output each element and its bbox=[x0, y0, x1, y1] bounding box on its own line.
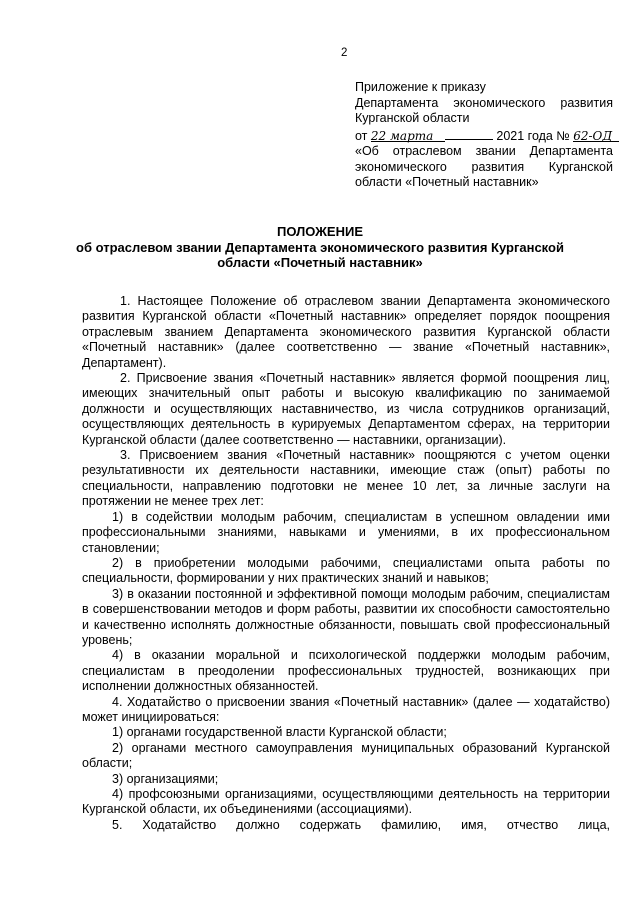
page-number: 2 bbox=[341, 47, 348, 59]
order-number-field bbox=[573, 129, 619, 142]
list-item-3-3: 3) в оказании постоянной и эффективной помощи молодым рабочим, специалистам в совершенствовании методов и форм работы, развитии их способности самостоятельно и качественно исполнять должностные обязанности, повышать свой профессиональный уровень; bbox=[82, 586, 610, 647]
list-item-4-3: 3) организациями; bbox=[112, 771, 219, 786]
title-line-2: об отраслевом звании Департамента экономического развития Курганской bbox=[76, 239, 564, 255]
appendix-block bbox=[355, 80, 613, 191]
list-item-4-4: 4) профсоюзными организациями, осуществляющими деятельность на территории Курганской области, их объединениями (ассоциациями). bbox=[82, 787, 610, 817]
date-underline-extension bbox=[445, 127, 493, 140]
appendix-line-1: Приложение к приказу bbox=[355, 80, 486, 94]
appendix-line-7: области «Почетный наставник» bbox=[355, 175, 539, 189]
list-item-3-1: 1) в содействии молодым рабочим, специалистам в успешном овладении ими профессиональными знаниями, навыками и умениями, в их профессиональном становлении; bbox=[82, 509, 610, 555]
appendix-line-3: Курганской области bbox=[355, 111, 470, 125]
title-heading: ПОЛОЖЕНИЕ bbox=[276, 224, 364, 239]
handwritten-order-number: 62-ОД bbox=[573, 128, 613, 143]
date-suffix: 2021 года № bbox=[496, 128, 570, 143]
paragraph-1: 1. Настоящее Положение об отраслевом звании Департамента экономического развития Курганской области «Почетный наставник» определяет порядок поощрения отраслевым званием Департамента экономического развития Курганской области «Почетный наставник» (далее соответственно — звание «Почетный наставник», Департамент). bbox=[82, 294, 610, 370]
appendix-date-line bbox=[355, 127, 613, 145]
appendix-line-5: «Об отраслевом звании Департамента bbox=[355, 144, 613, 158]
title-line-3: области «Почетный наставник» bbox=[217, 255, 423, 270]
list-item-4-2: 2) органами местного самоуправления муниципальных образований Курганской области; bbox=[82, 740, 610, 771]
appendix-line-6: экономического развития Курганской bbox=[355, 159, 613, 174]
document-body bbox=[82, 294, 610, 833]
appendix-line-2: Департамента экономического развития bbox=[355, 95, 613, 110]
handwritten-date: 22 марта bbox=[370, 128, 434, 143]
date-prefix: от bbox=[355, 128, 368, 143]
document-title bbox=[60, 224, 580, 271]
paragraph-5: 5. Ходатайство должно содержать фамилию, имя, отчество лица, bbox=[112, 817, 610, 832]
list-item-3-4: 4) в оказании моральной и психологической поддержки молодым рабочим, специалистам в преодолении профессиональных трудностей, возникающих при исполнении должностных обязанностей. bbox=[82, 648, 610, 694]
paragraph-4: 4. Ходатайство о присвоении звания «Почетный наставник» (далее — ходатайство) может инициироваться: bbox=[82, 694, 610, 724]
paragraph-2: 2. Присвоение звания «Почетный наставник» является формой поощрения лиц, имеющих значительный опыт работы и высокую квалификацию по занимаемой должности и осуществляющих наставничество, из числа сотрудников организаций, осуществляющих деятельность в курируемых Департаментом сферах, на территории Курганской области (далее соответственно — наставники, организации). bbox=[82, 371, 610, 447]
list-item-3-2: 2) в приобретении молодыми рабочими, специалистами опыта работы по специальности, формировании у них практических знаний и навыков; bbox=[82, 555, 610, 586]
date-field bbox=[371, 129, 445, 142]
list-item-4-1: 1) органами государственной власти Курганской области; bbox=[112, 725, 447, 740]
paragraph-3: 3. Присвоением звания «Почетный наставник» поощряются с учетом оценки результативности их деятельности наставники, имеющие стаж (опыт) работы по специальности, направлению подготовки не менее 10 лет, за личные заслуги на протяжении не менее трех лет: bbox=[82, 448, 610, 509]
